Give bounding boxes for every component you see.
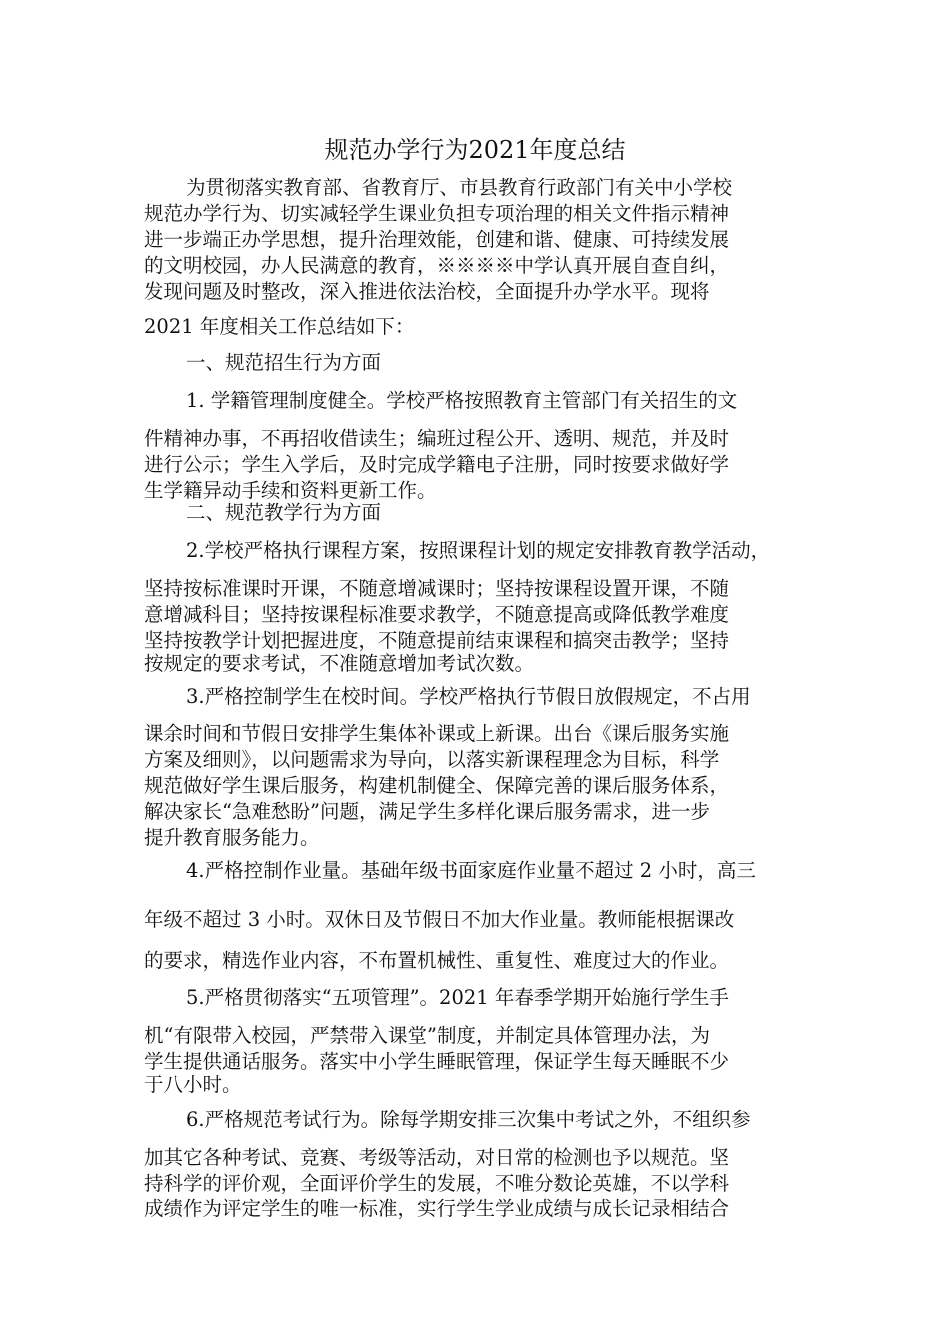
text-line: 课余时间和节假日安排学生集体补课或上新课。出台《课后服务实施 [144, 722, 730, 745]
text-line: 规范办学行为、切实减轻学生课业负担专项治理的相关文件指示精神 [144, 202, 730, 225]
text-line: 生学籍异动手续和资料更新工作。 [144, 479, 437, 502]
text-line: 发现问题及时整改，深入推进依法治校，全面提升办学水平。现将 [144, 280, 710, 303]
text-line: 的文明校园，办人民满意的教育，※※※※中学认真开展自查自纠， [144, 254, 730, 277]
text-line: 为贯彻落实教育部、省教育厅、市县教育行政部门有关中小学校 [186, 176, 733, 199]
text-line: 规范做好学生课后服务，构建机制健全、保障完善的课后服务体系， [144, 774, 730, 797]
text-line: 成绩作为评定学生的唯一标准，实行学生学业成绩与成长记录相结合 [144, 1197, 730, 1220]
text-line: 机“有限带入校园，严禁带入课堂”制度，并制定具体管理办法，为 [144, 1024, 710, 1047]
text-line: 于八小时。 [144, 1073, 242, 1096]
text-line: 提升教育服务能力。 [144, 826, 320, 849]
text-line: 加其它各种考试、竞赛、考级等活动，对日常的检测也予以规范。坚 [144, 1146, 730, 1169]
text-line: 按规定的要求考试，不准随意增加考试次数。 [144, 652, 535, 675]
text-line: 的要求，精选作业内容，不布置机械性、重复性、难度过大的作业。 [144, 949, 730, 972]
text-line: 5.严格贯彻落实“五项管理”。2021 年春季学期开始施行学生手 [186, 986, 729, 1009]
text-line: 进一步端正办学思想，提升治理效能，创建和谐、健康、可持续发展 [144, 228, 730, 251]
section-heading: 一、规范招生行为方面 [186, 351, 382, 374]
text-line: 2021 年度相关工作总结如下： [144, 315, 415, 338]
text-line: 4.严格控制作业量。基础年级书面家庭作业量不超过 2 小时，高三 [186, 859, 756, 882]
text-line: 坚持按教学计划把握进度，不随意提前结束课程和搞突击教学；坚持 [144, 629, 730, 652]
text-line: 3.严格控制学生在校时间。学校严格执行节假日放假规定，不占用 [186, 685, 751, 708]
text-line: 坚持按标准课时开课，不随意增减课时；坚持按课程设置开课，不随 [144, 577, 730, 600]
text-line: 件精神办事，不再招收借读生；编班过程公开、透明、规范，并及时 [144, 427, 730, 450]
text-line: 解决家长“急难愁盼”问题，满足学生多样化课后服务需求，进一步 [144, 800, 710, 823]
text-line: 意增减科目；坚持按课程标准要求教学，不随意提高或降低教学难度 [144, 603, 730, 626]
text-line: 年级不超过 3 小时。双休日及节假日不加大作业量。教师能根据课改 [144, 908, 735, 931]
text-line: 持科学的评价观，全面评价学生的发展，不唯分数论英雄，不以学科 [144, 1172, 730, 1195]
text-line: 学生提供通话服务。落实中小学生睡眠管理，保证学生每天睡眠不少 [144, 1050, 730, 1073]
document-title: 规范办学行为2021年度总结 [324, 136, 626, 164]
text-line: 1. 学籍管理制度健全。学校严格按照教育主管部门有关招生的文 [186, 389, 738, 412]
text-line: 6.严格规范考试行为。除每学期安排三次集中考试之外，不组织参 [186, 1108, 751, 1131]
text-line: 进行公示；学生入学后，及时完成学籍电子注册，同时按要求做好学 [144, 453, 730, 476]
text-line: 2.学校严格执行课程方案，按照课程计划的规定安排教育教学活动， [186, 539, 771, 562]
text-line: 方案及细则》，以问题需求为导向，以落实新课程理念为目标，科学 [144, 748, 720, 771]
section-heading: 二、规范教学行为方面 [186, 501, 382, 524]
